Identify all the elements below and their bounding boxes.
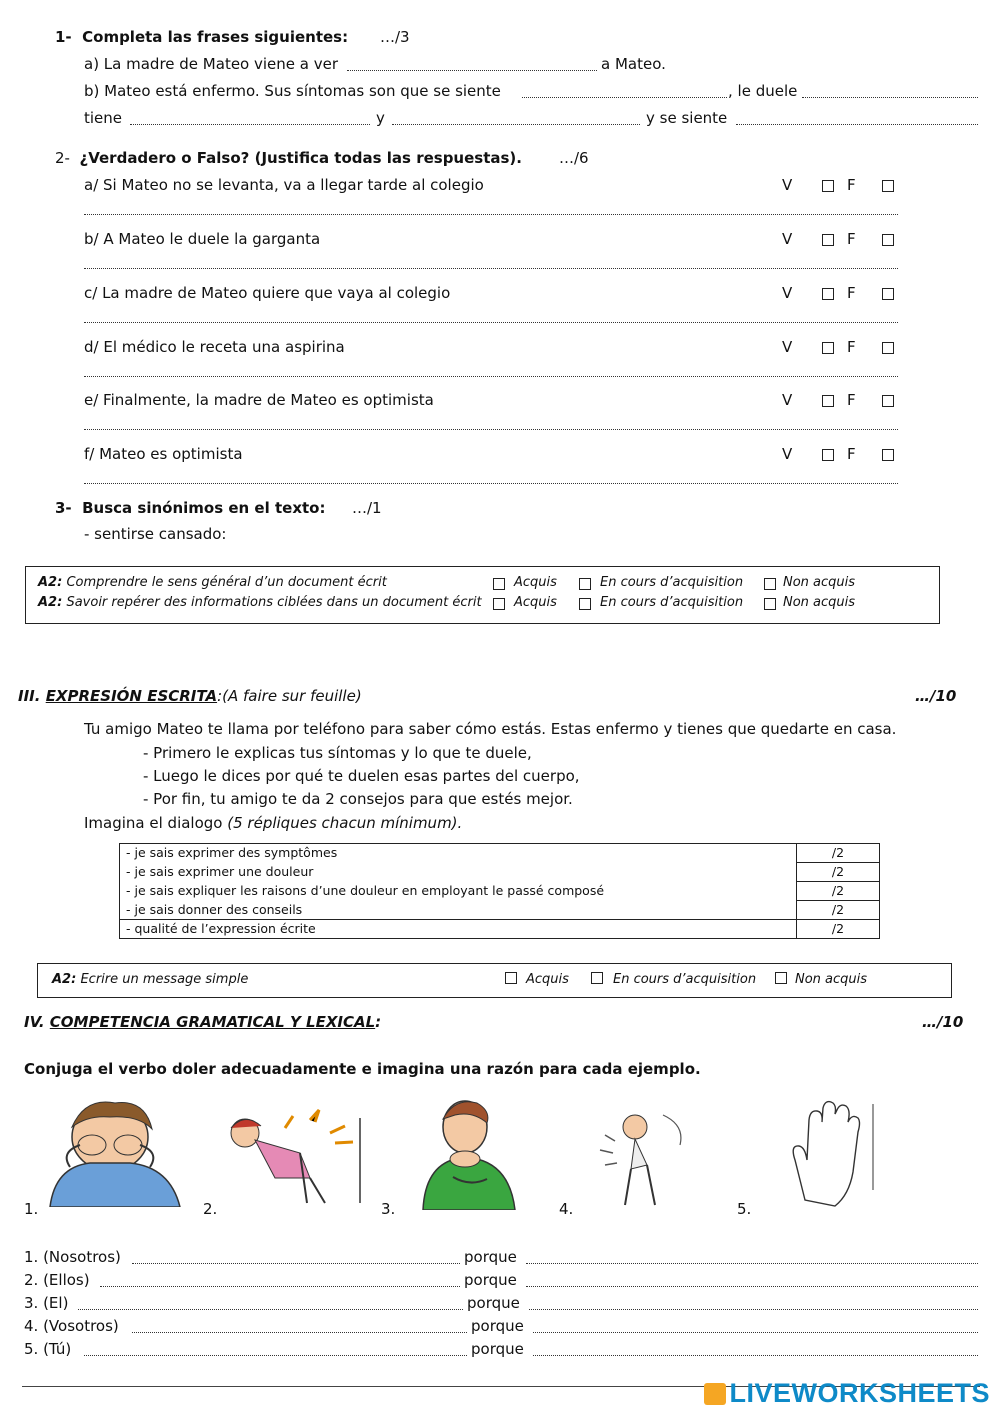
logo-mark-icon [704, 1383, 726, 1405]
s1-line-c-text: tiene [84, 109, 123, 127]
conjugation-subject: 4. (Vosotros) [24, 1317, 119, 1335]
part3-intro: Tu amigo Mateo te llama por teléfono para saber cómo estás. Estas enfermo y tienes que quedarte en casa. [84, 720, 897, 738]
part3-heading: III. EXPRESIÓN ESCRITA:(A faire sur feuille) [18, 687, 362, 705]
part3-bullet-2: - Luego le dices por qué te duelen esas partes del cuerpo, [143, 767, 580, 785]
tf-true-checkbox[interactable] [822, 288, 834, 300]
reason-blank[interactable] [533, 1355, 978, 1356]
tf-v-label: V [782, 284, 793, 302]
section1-score: …/3 [380, 28, 410, 46]
section3-heading: 3- Busca sinónimos en el texto: [55, 499, 326, 517]
part3-closing: Imagina el dialogo (5 répliques chacun mínimum). [84, 814, 463, 832]
conjugation-blank[interactable] [84, 1355, 467, 1356]
eval2-acquis-checkbox[interactable] [505, 972, 517, 984]
tf-v-label: V [782, 338, 793, 356]
reason-blank[interactable] [526, 1286, 978, 1287]
s1-blank-b2[interactable] [802, 97, 978, 98]
s1-blank-a[interactable] [347, 70, 597, 71]
criteria-points: /2 [797, 844, 880, 863]
tf-statement: a/ Si Mateo no se levanta, va a llegar tarde al colegio [84, 176, 484, 194]
tf-f-label: F [847, 284, 856, 302]
eval1-acquis-label: Acquis [514, 595, 557, 610]
part3-bullet-1: - Primero le explicas tus síntomas y lo que te duele, [143, 744, 532, 762]
tf-statement: d/ El médico le receta una aspirina [84, 338, 345, 356]
tf-f-label: F [847, 230, 856, 248]
criteria-row [120, 920, 880, 939]
reason-blank[interactable] [529, 1309, 978, 1310]
criteria-table [119, 843, 880, 939]
s1-blank-c1[interactable] [130, 124, 370, 125]
tf-justification-line[interactable] [84, 268, 898, 269]
criteria-points: /2 [797, 901, 880, 920]
s1-blank-b1[interactable] [522, 97, 727, 98]
criteria-text: - je sais exprimer une douleur [120, 863, 797, 882]
picture-number-4: 4. [559, 1200, 574, 1218]
s1-line-b-mid: , le duele [728, 82, 798, 100]
conjugation-subject: 2. (Ellos) [24, 1271, 90, 1289]
crying-boy-picture [30, 1097, 192, 1207]
conjugation-subject: 5. (Tú) [24, 1340, 72, 1358]
eval1-acquis-label: Acquis [514, 575, 557, 590]
tf-justification-line[interactable] [84, 214, 898, 215]
eval1-en-cours-label: En cours d’acquisition [600, 575, 744, 590]
picture-number-1: 1. [24, 1200, 39, 1218]
tf-false-checkbox[interactable] [882, 449, 894, 461]
criteria-text: - je sais expliquer les raisons d’une douleur en employant le passé composé [120, 882, 797, 901]
s1-line-c-y: y [376, 109, 385, 127]
part4-instruction: Conjuga el verbo doler adecuadamente e imagina una razón para cada ejemplo. [24, 1060, 701, 1078]
tf-true-checkbox[interactable] [822, 180, 834, 192]
eval2-en-cours-label: En cours d’acquisition [613, 972, 757, 987]
s1-line-a-text: a) La madre de Mateo viene a ver [84, 55, 339, 73]
tf-v-label: V [782, 391, 793, 409]
part3-score: …/10 [915, 687, 957, 705]
tf-justification-line[interactable] [84, 322, 898, 323]
tf-true-checkbox[interactable] [822, 234, 834, 246]
tf-f-label: F [847, 338, 856, 356]
tf-false-checkbox[interactable] [882, 288, 894, 300]
tf-f-label: F [847, 176, 856, 194]
s1-line-a-end: a Mateo. [601, 55, 666, 73]
eval2-en-cours-checkbox[interactable] [591, 972, 603, 984]
part4-score: …/10 [922, 1013, 964, 1031]
criteria-text: - qualité de l’expression écrite [120, 920, 797, 939]
porque-label: porque [467, 1294, 520, 1312]
tf-false-checkbox[interactable] [882, 342, 894, 354]
tf-v-label: V [782, 230, 793, 248]
eval1-non-acquis-checkbox[interactable] [764, 578, 776, 590]
tf-true-checkbox[interactable] [822, 342, 834, 354]
picture-number-3: 3. [381, 1200, 396, 1218]
eval2-non-acquis-label: Non acquis [795, 972, 868, 987]
eval1-non-acquis-label: Non acquis [783, 595, 856, 610]
eval1-en-cours-checkbox[interactable] [579, 578, 591, 590]
section2-heading: 2- ¿Verdadero o Falso? (Justifica todas las respuestas). [55, 149, 522, 167]
s1-blank-c2[interactable] [392, 124, 640, 125]
picture-number-5: 5. [737, 1200, 752, 1218]
criteria-points: /2 [797, 920, 880, 939]
criteria-points: /2 [797, 882, 880, 901]
section3-score: …/1 [352, 499, 382, 517]
eval1-non-acquis-checkbox[interactable] [764, 598, 776, 610]
tf-statement: f/ Mateo es optimista [84, 445, 243, 463]
sore-throat-man-picture [415, 1097, 520, 1210]
conjugation-blank[interactable] [132, 1332, 467, 1333]
eval1-en-cours-checkbox[interactable] [579, 598, 591, 610]
porque-label: porque [464, 1271, 517, 1289]
picture-number-2: 2. [203, 1200, 218, 1218]
conjugation-subject: 3. (El) [24, 1294, 69, 1312]
tf-f-label: F [847, 391, 856, 409]
eval2-criterion: A2: Ecrire un message simple [52, 972, 249, 987]
tf-false-checkbox[interactable] [882, 180, 894, 192]
criteria-row [120, 901, 880, 920]
eval1-criterion: A2: Savoir repérer des informations ciblées dans un document écrit [38, 595, 482, 610]
porque-label: porque [464, 1248, 517, 1266]
part3-bullet-3: - Por fin, tu amigo te da 2 consejos para que estés mejor. [143, 790, 573, 808]
part4-heading: IV. COMPETENCIA GRAMATICAL Y LEXICAL: [24, 1013, 382, 1031]
criteria-points: /2 [797, 863, 880, 882]
section3-item: - sentirse cansado: [84, 525, 227, 543]
reason-blank[interactable] [533, 1332, 978, 1333]
conjugation-blank[interactable] [100, 1286, 460, 1287]
section2-score: …/6 [559, 149, 589, 167]
tf-v-label: V [782, 445, 793, 463]
knee-pain-man-picture [585, 1105, 705, 1213]
eval1-acquis-checkbox[interactable] [493, 578, 505, 590]
porque-label: porque [471, 1317, 524, 1335]
liveworksheets-logo: LIVEWORKSHEETS [704, 1378, 990, 1409]
eval1-criterion: A2: Comprendre le sens général d’un document écrit [38, 575, 387, 590]
conjugation-subject: 1. (Nosotros) [24, 1248, 121, 1266]
hand-picture [775, 1100, 880, 1210]
conjugation-blank[interactable] [78, 1309, 463, 1310]
criteria-text: - je sais donner des conseils [120, 901, 797, 920]
tf-justification-line[interactable] [84, 376, 898, 377]
eval2-acquis-label: Acquis [526, 972, 569, 987]
conjugation-blank[interactable] [132, 1263, 460, 1264]
tf-false-checkbox[interactable] [882, 234, 894, 246]
criteria-row [120, 844, 880, 863]
tf-v-label: V [782, 176, 793, 194]
eval1-acquis-checkbox[interactable] [493, 598, 505, 610]
criteria-row [120, 882, 880, 901]
reason-blank[interactable] [526, 1263, 978, 1264]
eval1-en-cours-label: En cours d’acquisition [600, 595, 744, 610]
criteria-text: - je sais exprimer des symptômes [120, 844, 797, 863]
tf-true-checkbox[interactable] [822, 395, 834, 407]
s1-line-b-text: b) Mateo está enfermo. Sus síntomas son que se siente [84, 82, 501, 100]
tf-false-checkbox[interactable] [882, 395, 894, 407]
eval2-non-acquis-checkbox[interactable] [775, 972, 787, 984]
tf-justification-line[interactable] [84, 429, 898, 430]
eval1-non-acquis-label: Non acquis [783, 575, 856, 590]
tf-justification-line[interactable] [84, 483, 898, 484]
s1-line-c-end: y se siente [646, 109, 728, 127]
porque-label: porque [471, 1340, 524, 1358]
tf-f-label: F [847, 445, 856, 463]
criteria-row [120, 863, 880, 882]
tf-statement: b/ A Mateo le duele la garganta [84, 230, 321, 248]
backache-woman-picture [215, 1108, 365, 1206]
s1-blank-c3[interactable] [736, 124, 978, 125]
tf-statement: e/ Finalmente, la madre de Mateo es optimista [84, 391, 434, 409]
tf-statement: c/ La madre de Mateo quiere que vaya al colegio [84, 284, 451, 302]
tf-true-checkbox[interactable] [822, 449, 834, 461]
section1-heading: 1- Completa las frases siguientes: [55, 28, 349, 46]
